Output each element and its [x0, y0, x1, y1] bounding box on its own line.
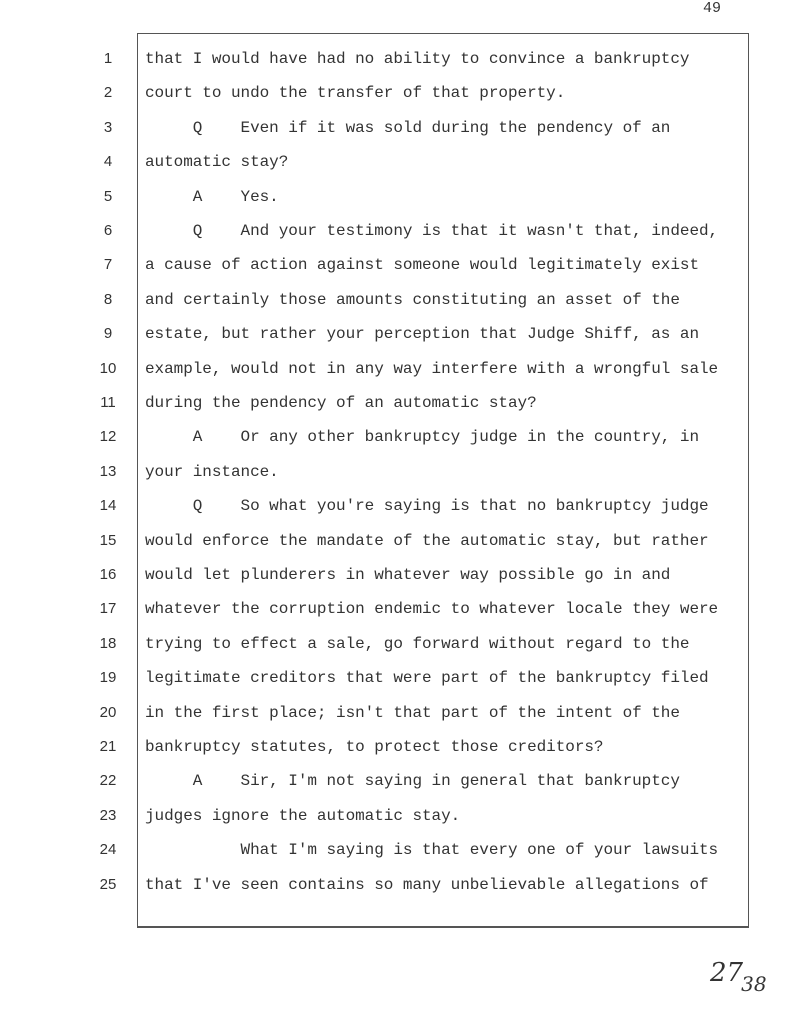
line-number: 6 [103, 222, 113, 239]
transcript-line [0, 566, 795, 600]
line-text: example, would not in any way interfere with a wrongful sale [145, 359, 719, 378]
transcript-line [0, 119, 795, 153]
line-text: estate, but rather your perception that Judge Shiff, as an [145, 325, 699, 344]
line-number: 21 [99, 738, 117, 755]
line-text: A Sir, I'm not saying in general that bankruptcy [145, 772, 680, 791]
line-text: whatever the corruption endemic to whatever locale they were [145, 600, 719, 619]
transcript-line [0, 600, 795, 634]
line-number: 8 [103, 290, 113, 308]
transcript-line [0, 497, 795, 531]
line-number: 25 [99, 875, 117, 893]
line-number: 15 [99, 531, 117, 549]
line-text: your instance. [145, 462, 279, 481]
line-number: 1 [103, 50, 113, 67]
handwritten-main: 27 [710, 958, 744, 988]
transcript-line [0, 325, 795, 359]
transcript-line [0, 807, 795, 841]
line-number: 4 [103, 153, 113, 171]
transcript-line [0, 428, 795, 462]
transcript-line [0, 153, 795, 187]
line-number: 2 [103, 84, 113, 102]
transcript-line [0, 772, 795, 806]
line-text: during the pendency of an automatic stay? [145, 394, 537, 412]
transcript-line [0, 532, 795, 566]
transcript-line [0, 669, 795, 703]
line-text: Q Even if it was sold during the pendency of an [145, 118, 671, 137]
line-text: would enforce the mandate of the automatic stay, but rather [145, 531, 709, 550]
line-number: 22 [99, 772, 117, 790]
line-number: 10 [99, 359, 117, 377]
line-number: 13 [99, 462, 117, 480]
line-text: that I've seen contains so many unbelievable allegations of [145, 875, 709, 894]
line-text: bankruptcy statutes, to protect those creditors? [145, 738, 604, 756]
transcript-line [0, 394, 795, 428]
line-number: 23 [99, 806, 117, 824]
transcript-line [0, 635, 795, 669]
line-text: trying to effect a sale, go forward without regard to the [145, 634, 690, 653]
line-number: 18 [99, 634, 117, 652]
line-text: A Yes. [145, 187, 279, 206]
transcript-line [0, 222, 795, 256]
line-number: 24 [99, 841, 117, 859]
line-text: legitimate creditors that were part of the bankruptcy filed [145, 669, 709, 688]
transcript-line [0, 50, 795, 84]
line-text: in the first place; isn't that part of the intent of the [145, 703, 680, 722]
transcript-line [0, 876, 795, 910]
line-number: 14 [99, 497, 117, 515]
line-text: A Or any other bankruptcy judge in the country, in [145, 428, 699, 447]
transcript-line [0, 188, 795, 222]
line-number: 11 [100, 394, 116, 411]
transcript-line [0, 84, 795, 118]
line-text: Q And your testimony is that it wasn't that, indeed, [145, 222, 719, 240]
transcript-line [0, 360, 795, 394]
line-text: judges ignore the automatic stay. [145, 806, 461, 825]
line-number: 3 [103, 118, 113, 136]
line-number: 20 [99, 703, 117, 721]
line-number: 5 [103, 187, 113, 205]
transcript-line [0, 738, 795, 772]
line-text: What I'm saying is that every one of your lawsuits [145, 841, 719, 860]
line-text: a cause of action against someone would legitimately exist [145, 256, 699, 275]
line-text: Q So what you're saying is that no bankruptcy judge [145, 497, 709, 516]
line-number: 9 [103, 325, 113, 343]
line-text: automatic stay? [145, 153, 289, 172]
handwritten-page-note [710, 958, 769, 996]
line-number: 17 [99, 600, 117, 618]
line-text: would let plunderers in whatever way possible go in and [145, 566, 671, 584]
line-text: that I would have had no ability to convince a bankruptcy [145, 50, 690, 68]
handwritten-sub: 38 [741, 972, 767, 996]
line-number: 16 [99, 566, 117, 583]
page-number: 49 [703, 0, 722, 17]
line-number: 19 [99, 669, 117, 687]
transcript-line [0, 463, 795, 497]
transcript-line [0, 256, 795, 290]
transcript-line [0, 841, 795, 875]
line-number: 12 [99, 428, 117, 446]
transcript-line [0, 704, 795, 738]
transcript-line [0, 291, 795, 325]
line-text: and certainly those amounts constituting an asset of the [145, 290, 680, 309]
line-text: court to undo the transfer of that property. [145, 84, 566, 103]
line-number: 7 [103, 256, 113, 274]
